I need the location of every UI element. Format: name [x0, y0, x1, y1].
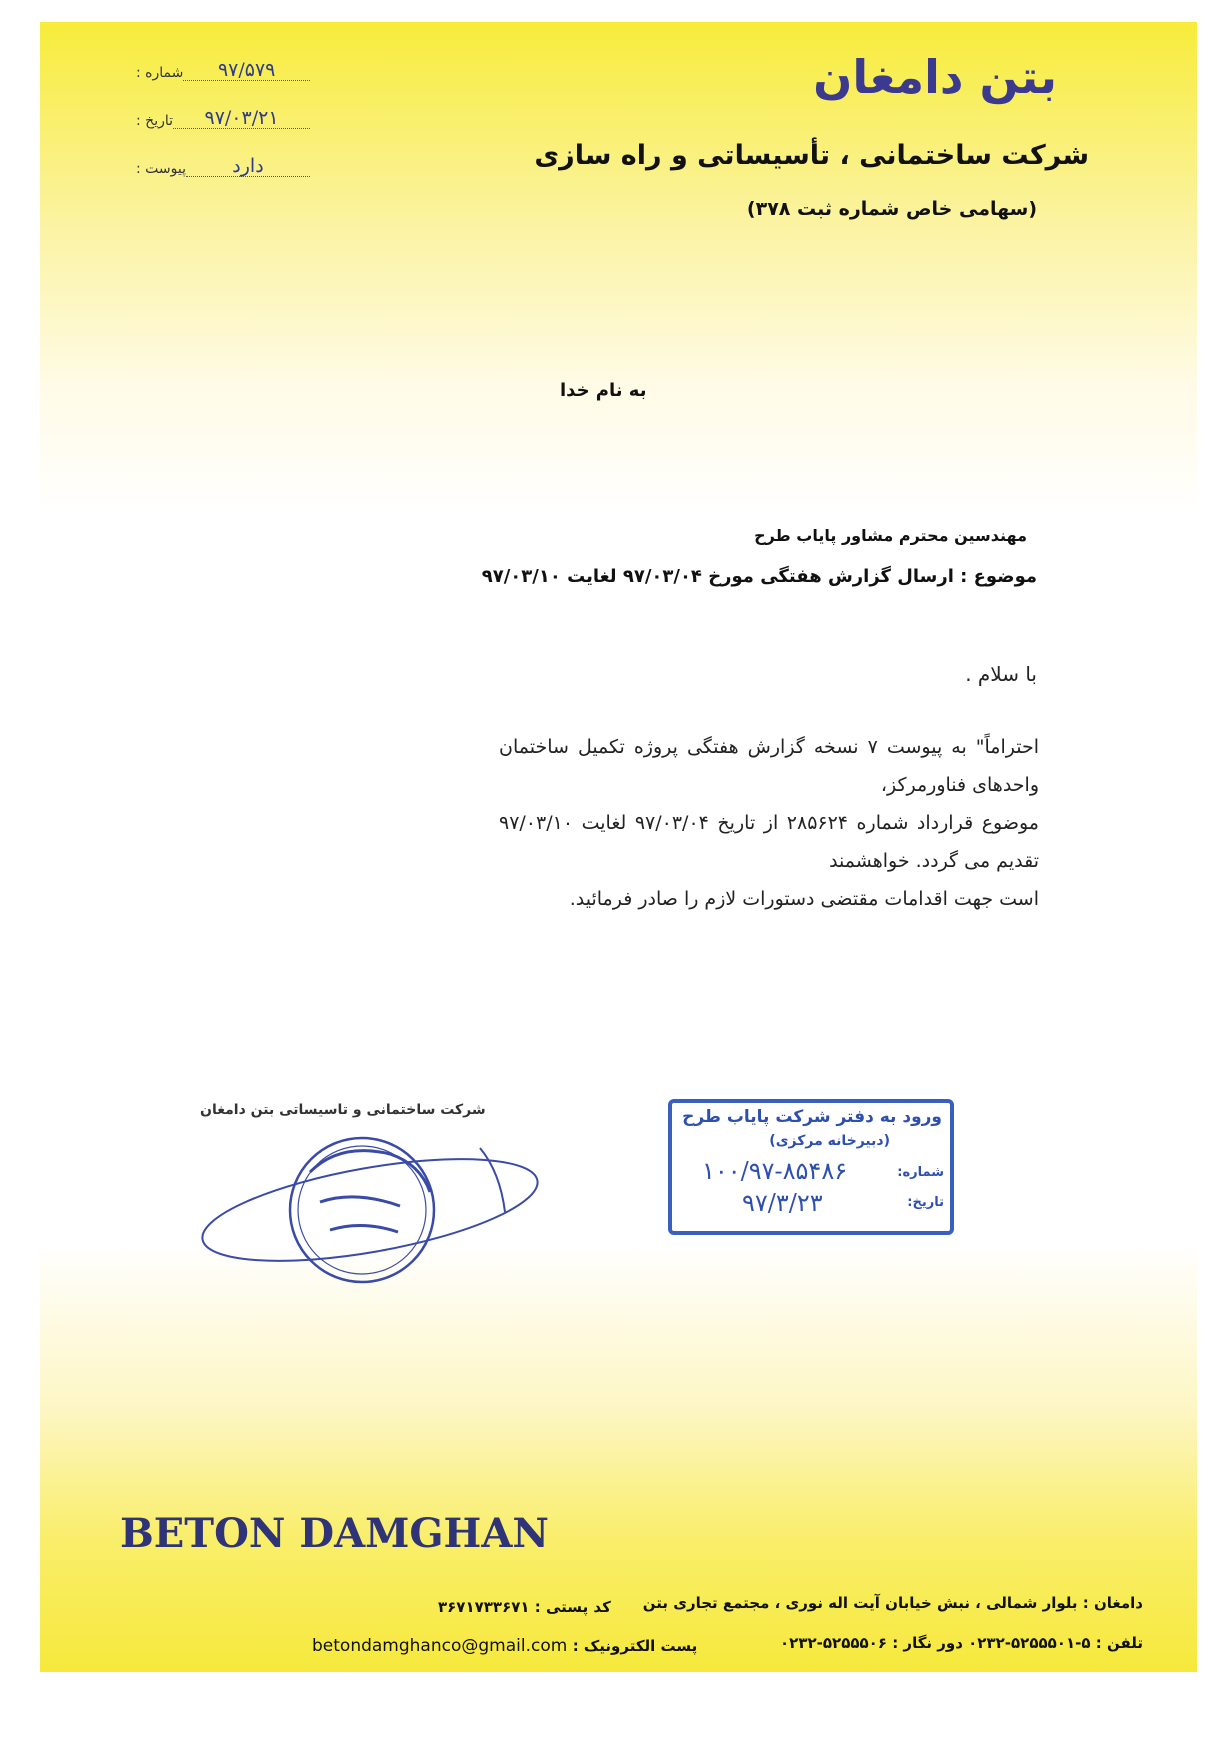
stamp-title: ورود به دفتر شرکت پایاب طرح: [682, 1107, 942, 1127]
signature-label: شرکت ساختمانی و تاسیساتی بتن دامغان: [200, 1102, 486, 1118]
meta-number-value: ۹۷/۵۷۹: [183, 60, 310, 81]
footer-email: [312, 1636, 697, 1656]
greeting: با سلام .: [965, 662, 1037, 686]
letter-body: [499, 728, 1039, 918]
registration-number: (سهامی خاص شماره ثبت ۳۷۸): [746, 198, 1037, 220]
footer-postal-code: کد پستی : ۳۶۷۱۷۳۳۶۷۱: [438, 1598, 611, 1616]
email-address[interactable]: betondamghanco@gmail.com: [312, 1636, 568, 1656]
subject-line: موضوع : ارسال گزارش هفتگی مورخ ۹۷/۰۳/۰۴ لغایت ۹۷/۰۳/۱۰: [481, 566, 1037, 587]
stamp-subtitle: (دبیرخانه مرکزی): [769, 1133, 890, 1149]
footer-address: دامغان : بلوار شمالی ، نبش خیابان آیت اله نوری ، مجتمع تجاری بتن: [642, 1594, 1143, 1612]
stamp-number-label: شماره:: [897, 1165, 944, 1180]
company-seal: [180, 1102, 560, 1302]
bismillah: به نام خدا: [560, 380, 647, 401]
email-label: پست الکترونیک :: [572, 1637, 698, 1655]
stamp-date-value: ۹۷/۳/۲۳: [742, 1189, 823, 1217]
meta-date-label: تاریخ :: [136, 113, 174, 129]
company-brand: بتن دامغان: [813, 50, 1057, 104]
receipt-stamp: [668, 1099, 954, 1235]
body-line: احتراماً" به پیوست ۷ نسخه گزارش هفتگی پروژه تکمیل ساختمان واحدهای فناورمرکز،: [499, 736, 1039, 796]
meta-date: [130, 108, 310, 129]
meta-attachment-value: دارد: [186, 156, 310, 177]
body-line: است جهت اقدامات مقتضی دستورات لازم را صادر فرمائید.: [569, 888, 1039, 910]
meta-attachment-label: پیوست :: [136, 161, 186, 177]
letter-sheet: [40, 22, 1197, 1672]
meta-number: [130, 60, 310, 81]
meta-attachment: [130, 156, 310, 177]
company-name: شرکت ساختمانی ، تأسیساتی و راه سازی: [534, 140, 1089, 171]
body-line: موضوع قرارداد شماره ۲۸۵۶۲۴ از تاریخ ۹۷/۰۳/۰۴ لغایت ۹۷/۰۳/۱۰ تقدیم می گردد. خواهشمند: [499, 812, 1039, 872]
footer-phones: تلفن : ۵-۵۲۵۵۵۰۱-۰۲۳۲ دور نگار : ۵۲۵۵۵۰۶-۰۲۳۲: [780, 1634, 1143, 1652]
latin-brand: BETON DAMGHAN: [120, 1510, 549, 1557]
meta-date-value: ۹۷/۰۳/۲۱: [173, 108, 310, 129]
recipient: مهندسین محترم مشاور پایاب طرح: [754, 526, 1027, 545]
stamp-date-label: تاریخ:: [907, 1195, 944, 1210]
meta-number-label: شماره :: [136, 65, 184, 81]
stamp-number-value: ۱۰۰/۹۷-۸۵۴۸۶: [702, 1157, 848, 1185]
